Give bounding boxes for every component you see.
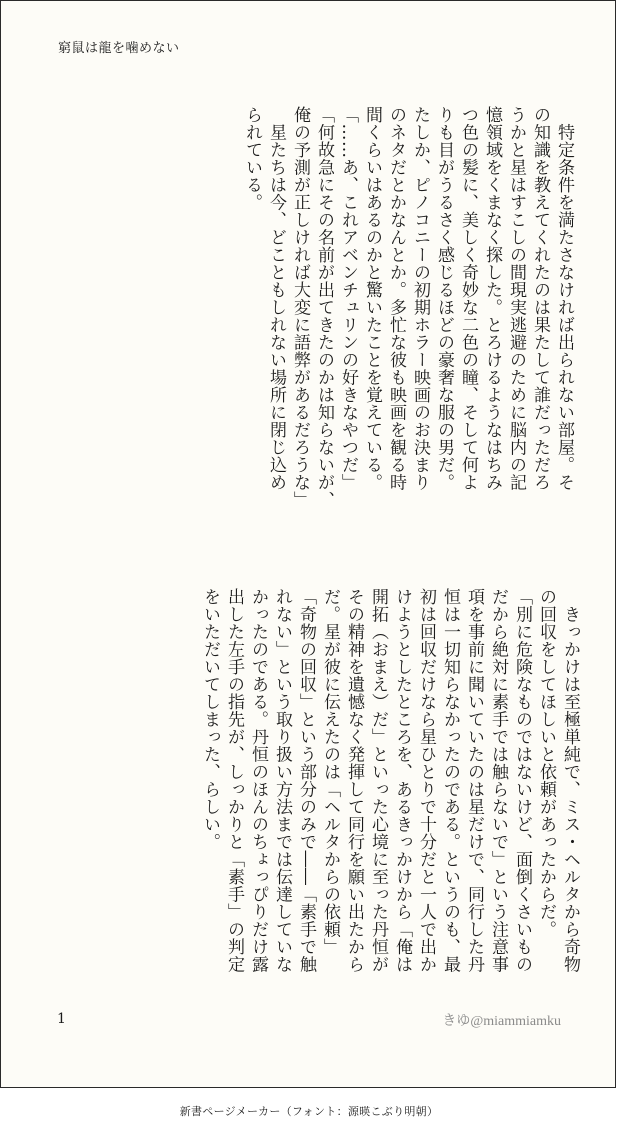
text-block-bottom — [198, 588, 582, 998]
text-line: 間くらいはあるのかと驚いたことを覚えている。 — [362, 106, 382, 491]
text-line: りも目がうるさく感じるほどの豪奢な服の男だ。 — [434, 106, 454, 491]
text-line: れない」という取り扱い方法までは伝達していな — [272, 588, 292, 973]
text-line: 「別に危険なものではないけど、面倒くさいもの — [512, 588, 532, 973]
text-line: の回収をしてほしいと依頼があったからだ。 — [536, 588, 556, 938]
text-line: 初は回収だけなら星ひとりで十分だと一人で出か — [416, 588, 436, 973]
text-line: 俺の予測が正しければ大変に語弊があるだろうな」 — [290, 106, 310, 509]
text-line: きっかけは至極単純で、ミス・ヘルタから奇物 — [560, 588, 580, 973]
text-line: 開拓（おまえ）だ」といった心境に至った丹恒が — [368, 588, 388, 973]
text-line: かったのである。丹恒のほんのちょっぴりだけ露 — [248, 588, 268, 973]
text-line: をいただいてしまった、らしい。 — [200, 588, 220, 851]
text-line: 憶領域をくまなく探した。とろけるようなはちみ — [482, 106, 502, 491]
text-line: 出した左手の指先が、しっかりと「素手」の判定 — [224, 588, 244, 973]
text-line: 「……あ、これアベンチュリンの好きなやつだ」 — [338, 106, 358, 491]
text-line: のネタだとかなんとか。多忙な彼も映画を観る時 — [386, 106, 406, 491]
text-line: つ色の髪に、美しく奇妙な二色の瞳、そして何よ — [458, 106, 478, 491]
text-line: たしか、ピノコニーの初期ホラー映画のお決まり — [410, 106, 430, 491]
text-line: 「何故急にその名前が出てきたのかは知らないが、 — [314, 106, 334, 509]
page-number: 1 — [57, 1011, 66, 1027]
text-block-top — [240, 106, 576, 546]
text-line: うかと星はすこしの間現実逃避のために脳内の記 — [506, 106, 526, 491]
running-title: 窮鼠は龍を噛めない — [58, 41, 180, 56]
text-line: 項を事前に聞いていたのは星だけで、同行した丹 — [464, 588, 484, 973]
text-line: けようとしたところを、あるきっかけから「俺は — [392, 588, 412, 973]
footer-credit: 新書ページメーカー（フォント：源暎こぶり明朝） — [179, 1105, 439, 1118]
text-line: 「奇物の回収」という部分のみで――「素手で触 — [296, 588, 316, 973]
text-line: 星たちは今、どこともしれない場所に閉じ込め — [266, 106, 286, 491]
text-line: の知識を教えてくれたのは果たして誰だっただろ — [530, 106, 550, 491]
text-line: られている。 — [242, 106, 262, 211]
text-line: 恒は一切知らなかったのである。というのも、最 — [440, 588, 460, 973]
text-line: 特定条件を満たさなければ出られない部屋。そ — [554, 106, 574, 491]
text-line: だ。星が彼に伝えたのは「ヘルタからの依頼」 — [320, 588, 340, 956]
text-line: だから絶対に素手では触らないで」という注意事 — [488, 588, 508, 973]
author-handle: きゆ@miammiamku — [442, 1014, 561, 1029]
text-line: その精神を遺憾なく発揮して同行を願い出たから — [344, 588, 364, 973]
